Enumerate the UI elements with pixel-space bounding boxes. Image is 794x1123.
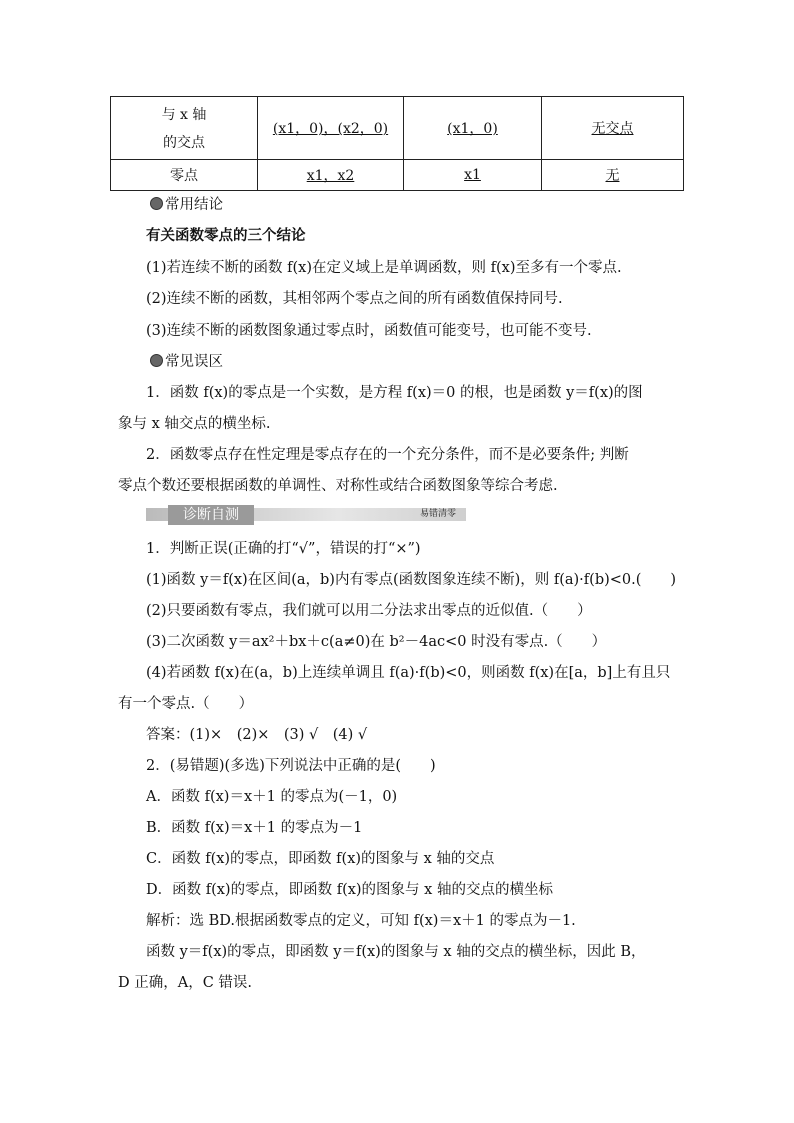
paragraph-line: 1．函数 f(x)的零点是一个实数，是方程 f(x)＝0 的根，也是函数 y＝f(x)的图 [146, 385, 643, 401]
analysis-line: D 正确，A，C 错误. [118, 975, 253, 991]
bullet-icon [150, 354, 163, 367]
table-cell-label [111, 97, 258, 160]
analysis-line: 解析：选 BD.根据函数零点的定义，可知 f(x)＝x＋1 的零点为－1. [146, 913, 576, 929]
cell-value: (x1，0)，(x2，0) [272, 121, 389, 137]
table-cell-label [111, 160, 258, 191]
table-cell [542, 97, 684, 160]
option-a: A．函数 f(x)＝x＋1 的零点为(－1，0) [146, 789, 398, 805]
conclusion-item: (3)连续不断的函数图象通过零点时，函数值可能变号，也可能不变号. [146, 323, 592, 339]
table-row [111, 160, 684, 191]
paragraph-line: 象与 x 轴交点的横坐标. [118, 416, 271, 432]
question-stem: 1．判断正误(正确的打“√”，错误的打“×”) [146, 541, 421, 557]
table-cell [542, 160, 684, 191]
section-heading-conclusions [150, 193, 223, 214]
question-item: (1)函数 y＝f(x)在区间(a，b)内有零点(函数图象连续不断)，则 f(a)·f(b)<0.( ) [146, 572, 677, 588]
table-row [111, 97, 684, 160]
question-item: (2)只要函数有零点，我们就可以用二分法求出零点的近似值.（ ） [146, 603, 592, 619]
row-label-line1: 与 x 轴 [161, 107, 207, 123]
heading-text: 常用结论 [165, 197, 223, 213]
conclusion-item: (1)若连续不断的函数 f(x)在定义域上是单调函数，则 f(x)至多有一个零点. [146, 260, 622, 276]
zero-point-table [110, 96, 684, 191]
cell-value: 无 [605, 168, 620, 184]
question-stem: 2．(易错题)(多选)下列说法中正确的是( ) [146, 758, 436, 774]
conclusion-item: (2)连续不断的函数，其相邻两个零点之间的所有函数值保持同号. [146, 291, 563, 307]
cell-value: x1 [464, 167, 481, 183]
table-cell [258, 160, 404, 191]
conclusion-title: 有关函数零点的三个结论 [146, 227, 306, 244]
option-c: C．函数 f(x)的零点，即函数 f(x)的图象与 x 轴的交点 [146, 851, 495, 867]
analysis-line: 函数 y＝f(x)的零点，即函数 y＝f(x)的图象与 x 轴的交点的横坐标，因此 B， [146, 944, 646, 960]
cell-value: 无交点 [591, 121, 634, 137]
option-b: B．函数 f(x)＝x＋1 的零点为－1 [146, 820, 363, 836]
option-d: D．函数 f(x)的零点，即函数 f(x)的图象与 x 轴的交点的横坐标 [146, 882, 553, 898]
cell-value: x1，x2 [306, 168, 355, 184]
row-label: 零点 [170, 168, 198, 184]
table-cell [404, 160, 542, 191]
heading-text: 常见误区 [165, 354, 223, 370]
paragraph-line: 零点个数还要根据函数的单调性、对称性或结合函数图象等综合考虑. [118, 478, 558, 494]
question-item: (3)二次函数 y＝ax²＋bx＋c(a≠0)在 b²－4ac<0 时没有零点.（ ） [146, 634, 607, 650]
cell-value: (x1，0) [447, 121, 498, 137]
banner-title: 诊断自测 [168, 505, 254, 525]
table-cell [258, 97, 404, 160]
section-heading-mistakes [150, 350, 223, 371]
paragraph-line: 2．函数零点存在性定理是零点存在的一个充分条件，而不是必要条件; 判断 [146, 447, 629, 463]
row-label-line2: 的交点 [163, 135, 205, 151]
bullet-icon [150, 197, 163, 210]
table-cell [404, 97, 542, 160]
banner-subtitle: 易错清零 [419, 509, 456, 519]
section-banner [146, 505, 466, 525]
answer-text: 答案：(1)× (2)× (3) √ (4) √ [146, 727, 368, 743]
question-item: 有一个零点.（ ） [118, 696, 254, 712]
question-item: (4)若函数 f(x)在(a，b)上连续单调且 f(a)·f(b)<0，则函数 f(x)在[a，b]上有且只 [146, 665, 671, 681]
